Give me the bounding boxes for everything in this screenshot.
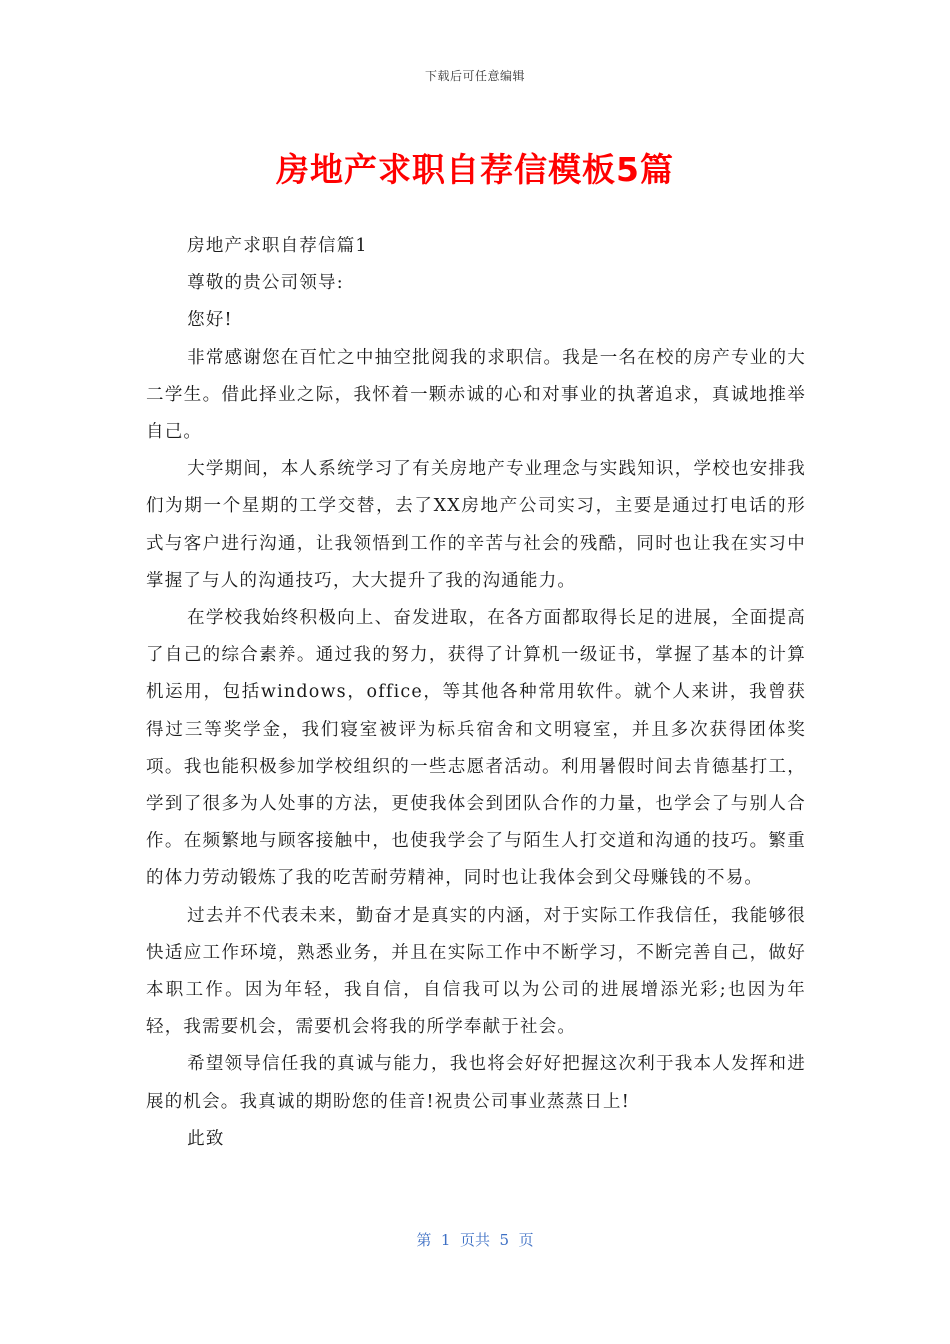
header-note: 下载后可任意编辑 (424, 69, 525, 83)
paragraph-school-achievements: 在学校我始终积极向上、奋发进取，在各方面都取得长足的进展，全面提高了自己的综合素养。通过我的努力，获得了计算机一级证书，掌握了基本的计算机运用，包括windows，office，等其他各种常用软件。就个人来讲，我曾获得过三等奖学金，我们寝室被评为标兵宿舍和文明寝室，并且多次获得团体奖项。我也能积极参加学校组织的一些志愿者活动。利用暑假时间去肯德基打工，学到了很多为人处事的方法，更使我体会到团队合作的力量，也学会了与别人合作。在频繁地与顾客接触中，也使我学会了与陌生人打交道和沟通的技巧。繁重的体力劳动锻炼了我的吃苦耐劳精神，同时也让我体会到父母赚钱的不易。 (146, 608, 806, 889)
greeting: 您好! (187, 310, 233, 331)
paragraph-future: 过去并不代表未来，勤奋才是真实的内涵，对于实际工作我信任，我能够很快适应工作环境，熟悉业务，并且在实际工作中不断学习，不断完善自己，做好本职工作。因为年轻，我自信，自信我可以为公司的进展增添光彩;也因为年轻，我需要机会，需要机会将我的所学奉献于社会。 (146, 905, 806, 1038)
document-title: 房地产求职自荐信模板5篇 (276, 150, 674, 189)
paragraph-intro: 非常感谢您在百忙之中抽空批阅我的求职信。我是一名在校的房产专业的大二学生。借此择业之际，我怀着一颗赤诚的心和对事业的执著追求，真诚地推举自己。 (146, 347, 806, 443)
letter-heading: 房地产求职自荐信篇1 (187, 236, 368, 256)
letter-body (146, 228, 806, 1158)
paragraph-internship: 大学期间，本人系统学习了有关房地产专业理念与实践知识，学校也安排我们为期一个星期的工学交替，去了XX房地产公司实习，主要是通过打电话的形式与客户进行沟通，让我领悟到工作的辛苦与社会的残酷，同时也让我在实习中掌握了与人的沟通技巧，大大提升了我的沟通能力。 (146, 459, 806, 591)
closing-regards: 此致 (187, 1128, 225, 1149)
paragraph-closing-wish: 希望领导信任我的真诚与能力，我也将会好好把握这次利于我本人发挥和进展的机会。我真诚的期盼您的佳音!祝贵公司事业蒸蒸日上! (146, 1054, 806, 1112)
page-number-footer: 第 1 页共 5 页 (416, 1231, 534, 1249)
salutation: 尊敬的贵公司领导: (187, 273, 344, 294)
